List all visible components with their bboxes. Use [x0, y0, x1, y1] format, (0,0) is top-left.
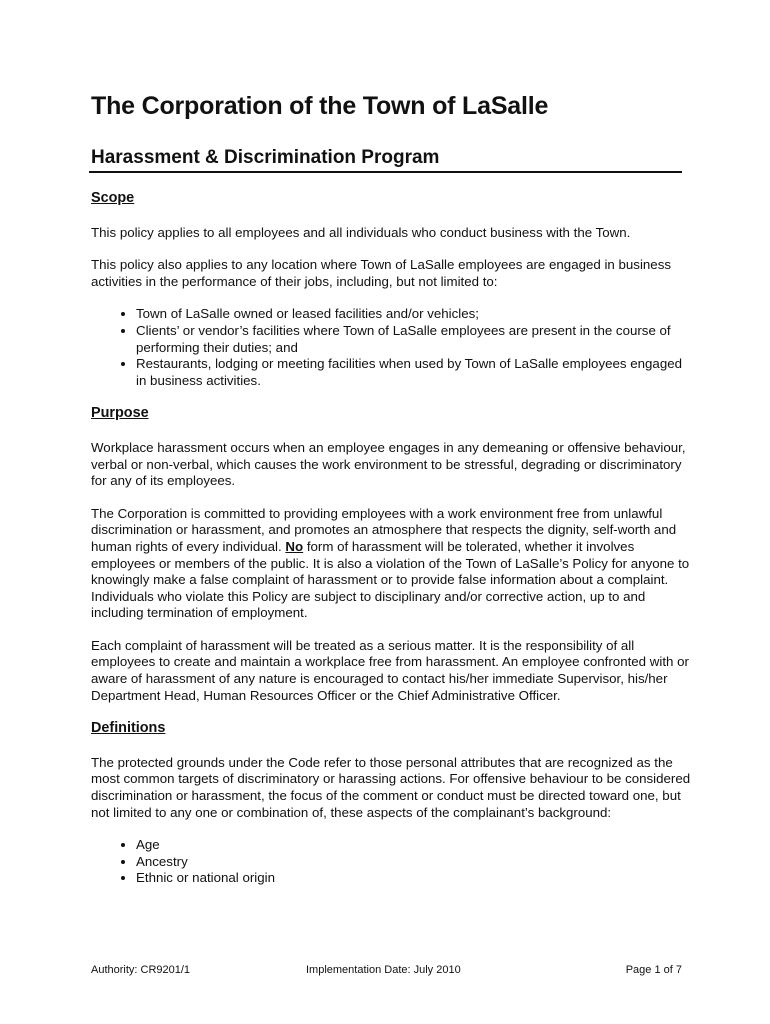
- purpose-paragraph-3: Each complaint of harassment will be treated as a serious matter. It is the responsibility of all employees to create and maintain a workplace free from harassment. An employee confronted with or aware of harassment of any nature is encouraged to contact his/her immediate Supervisor, his/her Department Head, Human Resources Officer or the Chief Administrative Officer.: [91, 637, 689, 703]
- scope-section: [91, 190, 691, 389]
- definitions-paragraph-1: The protected grounds under the Code refer to those personal attributes that are recognized as the most common targets of discriminatory or harassing actions. For offensive behaviour to be considered discrimination or harassment, the focus of the comment or conduct must be directed toward one, but not limited to any one or combination of, these aspects of the complainant’s background:: [91, 754, 691, 820]
- footer-implementation-date: Implementation Date: July 2010: [306, 964, 461, 976]
- list-item: • Clients’ or vendor’s facilities where Town of LaSalle employees are present in the course of performing their duties; and: [136, 323, 691, 356]
- no-emphasis: No: [285, 538, 304, 554]
- definitions-heading: Definitions: [91, 720, 166, 737]
- scope-paragraph-1: This policy applies to all employees and all individuals who conduct business with the Town.: [91, 224, 631, 240]
- title-divider: [89, 171, 682, 173]
- purpose-paragraph-2-start: The Corporation is committed to providing employees with a work environment free from unlawful discrimination or harassment, and promotes an atmosphere that respects the dignity, self-worth and human rights of every individual.: [91, 505, 677, 554]
- list-item: • Town of LaSalle owned or leased facilities and/or vehicles;: [136, 306, 691, 323]
- purpose-paragraph-2-end: form of harassment will be tolerated, whether it involves employees or members of the public. It is also a violation of the Town of LaSalle’s Policy for anyone to knowingly make a false complaint of harassment or to provide false information about a complaint. Individuals who violate this Policy are subject to disciplinary and/or corrective action, up to and including termination of employment.: [91, 538, 690, 621]
- purpose-paragraph-2: [91, 506, 691, 622]
- program-title: Harassment & Discrimination Program: [91, 147, 440, 168]
- page-footer: [91, 964, 682, 980]
- footer-page-number: Page 1 of 7: [625, 964, 682, 976]
- list-item: • Ancestry: [136, 854, 691, 871]
- list-item: • Ethnic or national origin: [136, 870, 691, 887]
- scope-heading: Scope: [91, 190, 135, 206]
- purpose-paragraph-1: Workplace harassment occurs when an employee engages in any demeaning or offensive behaviour, verbal or non-verbal, which causes the work environment to be stressful, degrading or discriminatory for any of its employees.: [91, 439, 686, 489]
- definitions-section: [91, 720, 691, 887]
- purpose-section: [91, 405, 691, 704]
- protected-grounds-list: [91, 837, 691, 887]
- purpose-heading: Purpose: [91, 405, 149, 422]
- document-body: [91, 190, 691, 903]
- document-title: The Corporation of the Town of LaSalle: [91, 92, 549, 120]
- list-item: • Restaurants, lodging or meeting facilities when used by Town of LaSalle employees engaged in business activities.: [136, 356, 691, 389]
- list-item: • Age: [136, 837, 691, 854]
- scope-paragraph-2: This policy also applies to any location where Town of LaSalle employees are engaged in business activities in the performance of their jobs, including, but not limited to:: [91, 257, 671, 289]
- scope-location-list: [91, 306, 691, 389]
- footer-authority: Authority: CR9201/1: [91, 964, 191, 976]
